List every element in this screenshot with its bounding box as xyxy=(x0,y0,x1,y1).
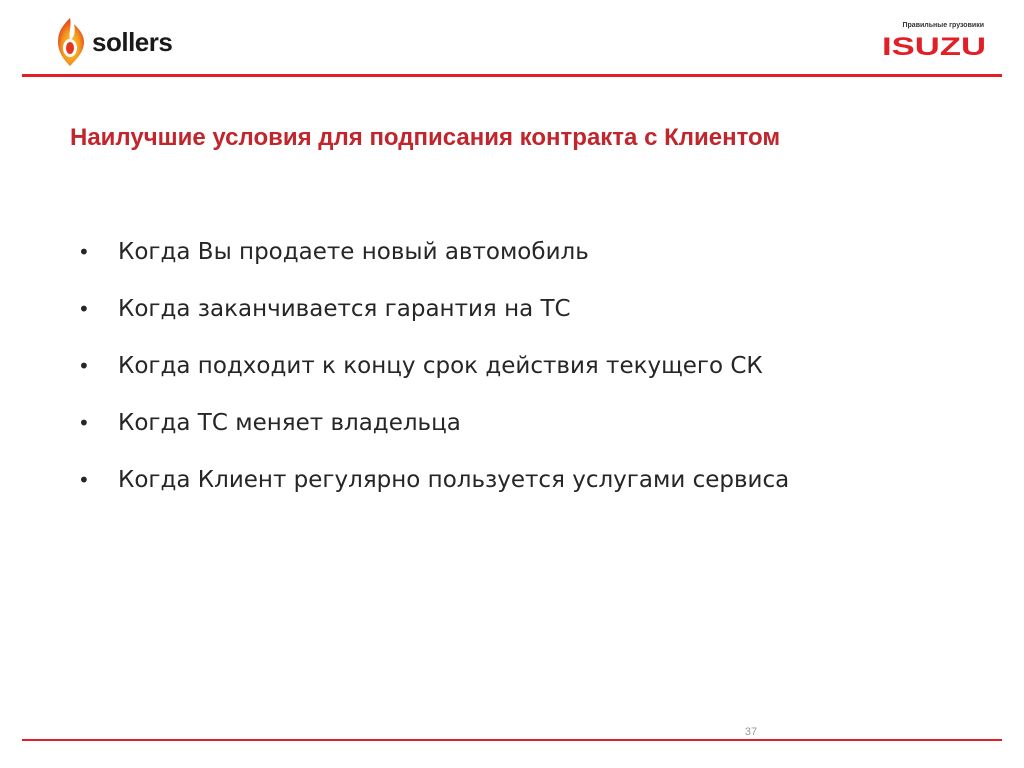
list-item-text: Когда подходит к концу срок действия текущего СК xyxy=(118,353,763,379)
bullet-icon: • xyxy=(78,240,90,264)
page-number: 37 xyxy=(744,726,758,738)
bullet-list xyxy=(78,232,789,517)
bullet-icon: • xyxy=(78,354,90,378)
list-item xyxy=(78,403,789,460)
isuzu-wordmark-text: ISUZU xyxy=(882,34,986,58)
sollers-wordmark: sollers xyxy=(92,27,173,57)
sollers-flame-icon xyxy=(52,16,88,68)
list-item-text: Когда Вы продаете новый автомобиль xyxy=(118,239,589,265)
slide-title: Наилучшие условия для подписания контракта с Клиентом xyxy=(70,124,781,151)
header-divider xyxy=(22,74,1002,77)
isuzu-wordmark xyxy=(882,34,986,58)
sollers-logo xyxy=(52,16,192,68)
bullet-icon: • xyxy=(78,468,90,492)
list-item-text: Когда Клиент регулярно пользуется услугами сервиса xyxy=(118,467,790,493)
list-item xyxy=(78,232,789,289)
list-item xyxy=(78,346,789,403)
bullet-icon: • xyxy=(78,297,90,321)
isuzu-logo xyxy=(874,22,986,62)
list-item xyxy=(78,460,789,517)
isuzu-tagline: Правильные грузовики xyxy=(902,22,984,29)
list-item-text: Когда заканчивается гарантия на ТС xyxy=(118,296,571,322)
bullet-icon: • xyxy=(78,411,90,435)
footer-divider xyxy=(22,739,1002,741)
list-item-text: Когда ТС меняет владельца xyxy=(118,410,461,436)
list-item xyxy=(78,289,789,346)
